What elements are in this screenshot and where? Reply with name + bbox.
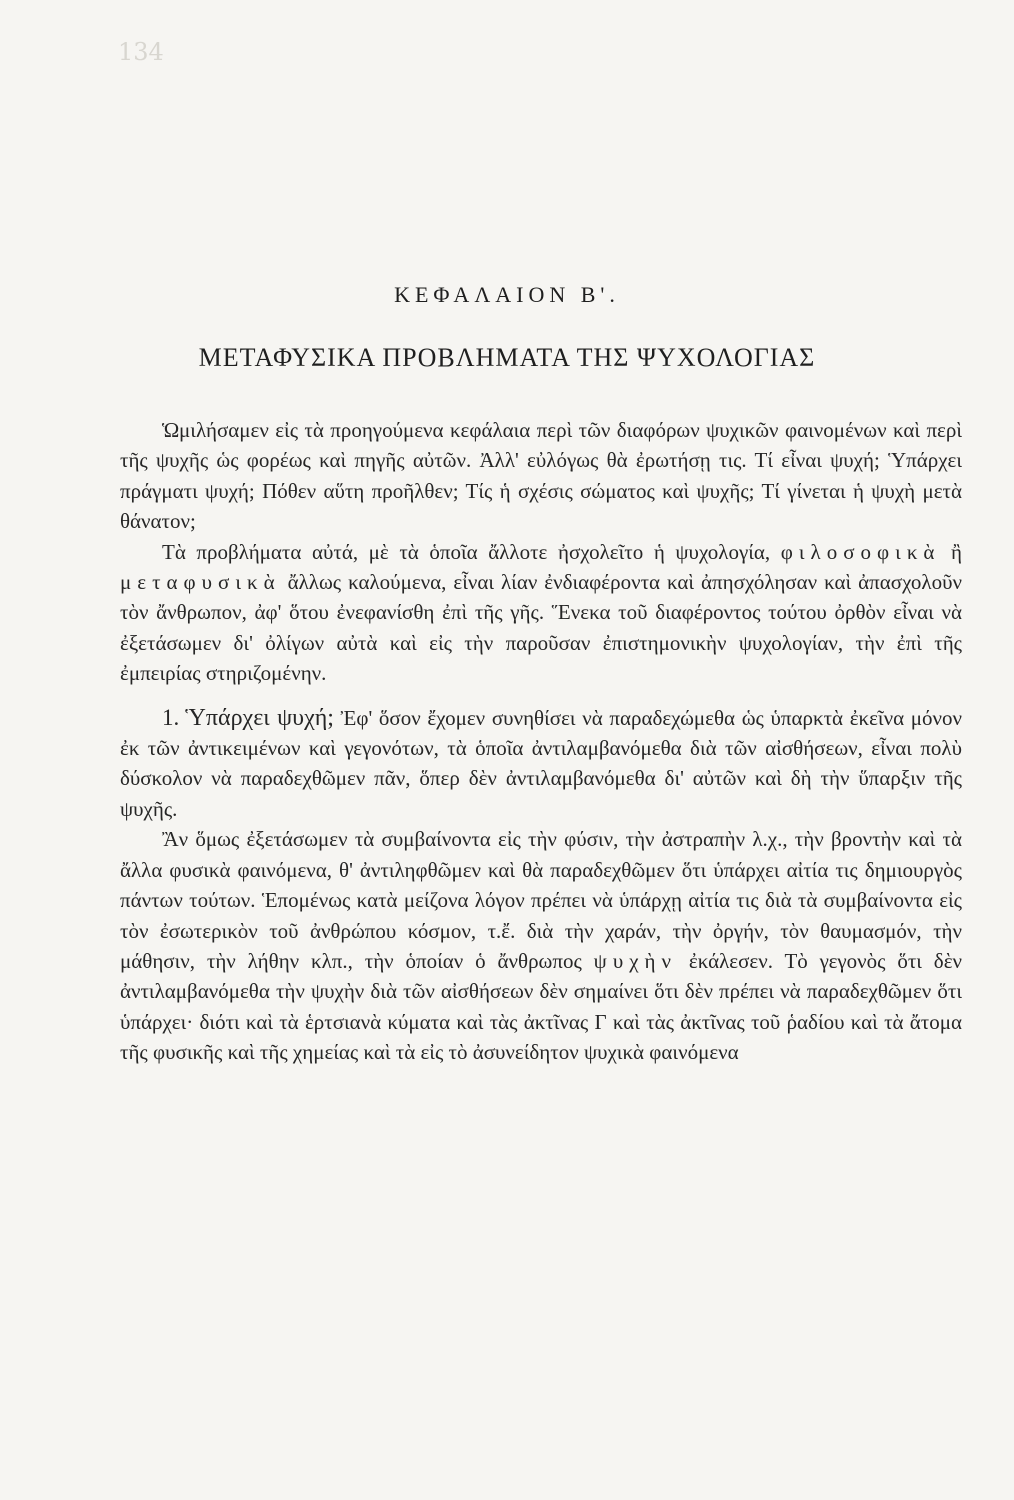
page-number: 134 <box>118 38 164 66</box>
chapter-label: ΚΕΦΑΛΑΙΟΝ Β'. <box>394 282 620 307</box>
paragraph-problems-start: Τὰ προβλήματα αὐτά, μὲ τὰ ὁποῖα ἄλλοτε ἠσχολεῖτο ἡ ψυχολογία, <box>162 539 771 564</box>
section-heading: Ὑπάρχει ψυχή; <box>185 704 334 731</box>
paragraph-nature-rest: ἐκάλεσεν. Τὸ γεγονὸς ὅτι δὲν ἀντιλαμβανόμεθα τὴν ψυχὴν διὰ τῶν αἰσθήσεων δὲν σημαίνει ὅτι δὲν πρέπει νὰ παραδεχθῶμεν ὅτι ὑπάρχει· διότι καὶ τὰ ἑρτσιανὰ κύματα καὶ τὰς ἀκτῖνας Γ καὶ τὰς ἀκτῖνας τοῦ ῥαδίου καὶ τὰ ἄτομα τῆς φυσικῆς καὶ τῆς χημείας καὶ τὰ εἰς τὸ ἀσυνείδητον ψυχικὰ φαινόμενα <box>120 948 963 1065</box>
paragraph-nature-start: Ἂν ὅμως ἐξετάσωμεν τὰ συμβαίνοντα εἰς τὴν φύσιν, τὴν ἀστραπὴν λ.χ., τὴν βροντὴν καὶ τὰ ἄλλα φυσικὰ φαινόμενα, θ' ἀντιληφθῶμεν καὶ θὰ παραδεχθῶμεν ὅτι ὑπάρχει αἰτία τις δημιουργὸς πάντων τούτων. Ἑπομένως κατὰ μείζονα λόγον πρέπει νὰ ὑπάρχῃ αἰτία τις διὰ τὰ συμβαίνοντα εἰς τὸν ἐσωτερικὸν τοῦ ἀνθρώπου κόσμον, τ.ἔ. διὰ τὴν χαράν, τὴν ὀργήν, τὸν θαυμασμόν, τὴν μάθησιν, τὴν λήθην κλπ., τὴν ὁποίαν ὁ ἄνθρωπος <box>120 827 962 973</box>
emphasis-philosophical: φιλοσοφικὰ <box>780 539 941 564</box>
chapter-title: ΜΕΤΑΦΥΣΙΚΑ ΠΡΟΒΛΗΜΑΤΑ ΤΗΣ ΨΥΧΟΛΟΓΙΑΣ <box>198 343 816 372</box>
paragraph-intro: Ὡμιλήσαμεν εἰς τὰ προηγούμενα κεφάλαια περὶ τῶν διαφόρων ψυχικῶν φαινομένων καὶ περὶ τῆς ψυχῆς ὡς φορέως καὶ πηγῆς αὐτῶν. Ἀλλ' εὐλόγως θὰ ἐρωτήσῃ τις. Τί εἶναι ψυχή; Ὑπάρχει πράγματι ψυχή; Πόθεν αὕτη προῆλθεν; Τίς ἡ σχέσις σώματος καὶ ψυχῆς; Τί γίνεται ἡ ψυχὴ μετὰ θάνατον; <box>120 418 962 534</box>
bleed-through-text <box>94 110 974 450</box>
section-1-text: Ἐφ' ὅσον ἔχομεν συνηθίσει νὰ παραδεχώμεθα ὡς ὑπαρκτὰ ἐκεῖνα μόνον ἐκ τῶν ἀντικειμένων καὶ γεγονότων, τὰ ὁποῖα ἀντιλαμβανόμεθα διὰ τῶν αἰσθήσεων, εἶναι πολὺ δύσκολον νὰ παραδεχθῶμεν πᾶν, ὅπερ δὲν ἀντιλαμβανόμεθα δι' αὐτῶν καὶ δὴ τὴν ὕπαρξιν τῆς ψυχῆς. <box>120 705 963 821</box>
section-1 <box>120 703 962 825</box>
emphasis-soul: ψυχὴν <box>593 948 678 973</box>
paragraph-nature <box>120 824 962 1067</box>
paragraph-problems-rest: ἄλλως καλούμενα, εἶναι λίαν ἐνδιαφέροντα καὶ ἀπησχόλησαν καὶ ἀπασχολοῦν τὸν ἄνθρωπον, ἀφ' ὅτου ἐνεφανίσθη ἐπὶ τῆς γῆς. Ἕνεκα τοῦ διαφέροντος τούτου ὀρθὸν εἶναι νὰ ἐξετάσωμεν δι' ὀλίγων αὐτὰ καὶ εἰς τὴν παροῦσαν ἐπιστημονικὴν ψυχολογίαν, τὴν ἐπὶ τῆς ἐμπειρίας στηριζομένην. <box>120 570 963 686</box>
body-text <box>120 415 962 1068</box>
emphasis-metaphysical: μεταφυσικὰ <box>120 570 281 595</box>
conjunction-or: ἢ <box>951 539 963 564</box>
paragraph-problems <box>120 537 962 689</box>
section-number: 1. <box>162 704 180 730</box>
